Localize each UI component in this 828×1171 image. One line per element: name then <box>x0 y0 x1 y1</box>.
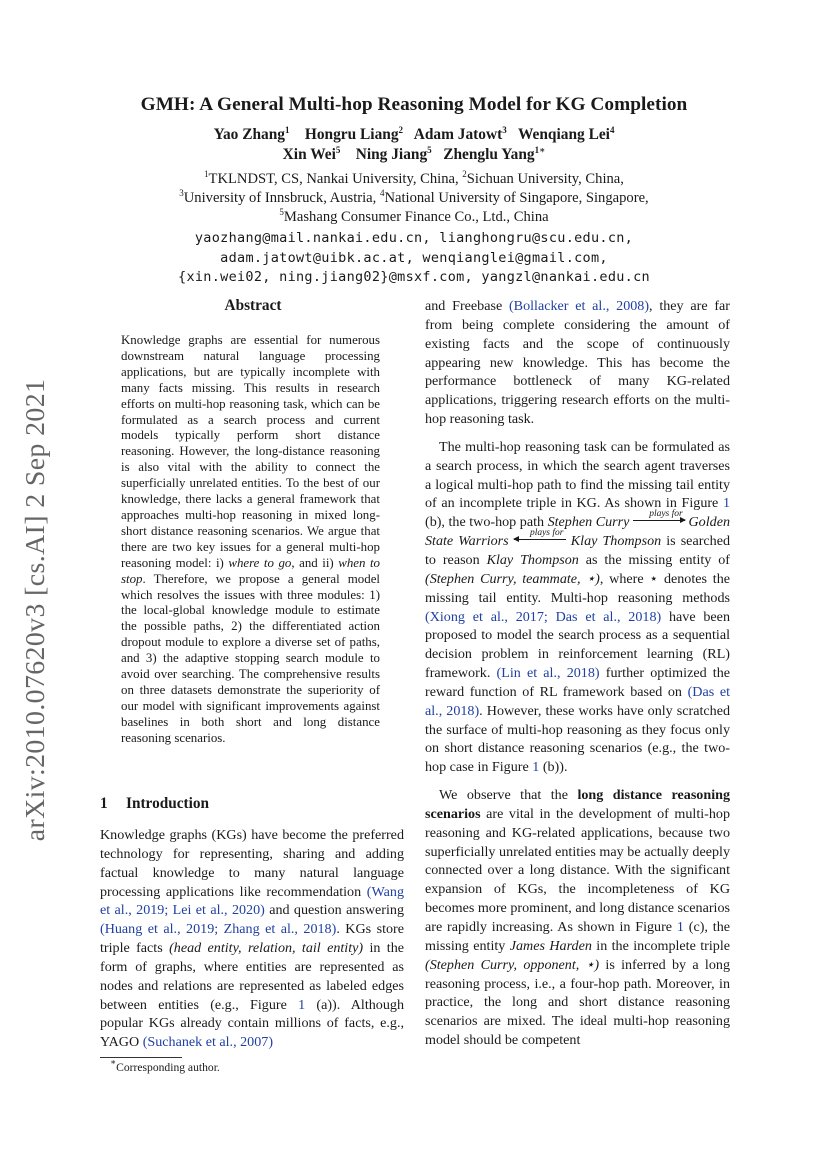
body-text: is inferred by a long reasoning process, i.e., a four-hop path. Moreover, in practice, the long and short distance reasoning scenarios are mixed. The ideal multi-hop reasoning model should be competent <box>425 956 730 1049</box>
body-text: are vital in the development of multi-hop reasoning and KG-related applications, because two superficially unrelated entities may be actually deeply connected over a long distance. With the significant expansion of KGs, the incompleteness of KG becomes more prominent, and long distance scenarios are rapidly increasing. As shown in Figure <box>425 805 730 935</box>
body-text: . However, these works have only scratched the surface of multi-hop reasoning as they focus only on short distance reasoning scenarios (e.g., the two-hop case in Figure <box>425 702 730 776</box>
body-text: and Freebase <box>425 298 509 314</box>
email-line: {xin.wei02, ning.jiang02}@msxf.com, yangzl@nankai.edu.cn <box>178 269 650 285</box>
body-text: as the missing entity of <box>578 551 730 568</box>
author-affil-mark: 5 <box>335 145 341 155</box>
body-emphasis: (head entity, relation, tail entity) <box>169 940 364 957</box>
body-text: Knowledge graphs (KGs) have become the preferred technology for representing, sharing and adding factual knowledge to many natural language processing applications like recommendation <box>100 827 404 900</box>
figure-ref-link[interactable]: 1 <box>676 919 684 935</box>
arxiv-stamp <box>16 380 56 840</box>
affil-text: Sichuan University, China, <box>466 171 624 187</box>
citation-link[interactable]: (Das et al., 2018) <box>425 683 730 719</box>
footnote-mark: ∗ <box>110 1057 117 1067</box>
body-text: , they are far from being complete considering the amount of existing facts and the scope of continuously appearing new knowledge. This has become the performance bottleneck of many KG-related applications, triggering research efforts on the multi-hop reasoning task. <box>425 298 730 428</box>
footnote-text: Corresponding author. <box>116 1061 220 1074</box>
citation-link[interactable]: (Xiong et al., 2017; Das et al., 2018) <box>425 608 662 625</box>
abstract-text: . Therefore, we propose a general model which resolves the issues with three modules: 1) the local-global knowledge module to estimate the possible paths, 2) the differentiated action dropout module to explore a diverse set of paths, and 3) the adaptive stopping search module to avoid over searching. The comprehensive results on three datasets demonstrate the superiority of our model with significant improvements against baselines in both short and long distance reasoning scenarios. <box>121 571 380 745</box>
entity-name: James Harden <box>509 937 592 954</box>
body-text: is searched to reason <box>425 533 730 568</box>
relation-label: plays for <box>649 509 683 520</box>
entity-name: Golden State Warriors <box>425 514 730 550</box>
arxiv-stamp-text: arXiv:2010.07620v3 [cs.AI] 2 Sep 2021 <box>20 378 51 842</box>
section-number: 1 <box>100 795 108 812</box>
citation-link[interactable]: (Lin et al., 2018) <box>496 665 600 682</box>
figure-ref-link[interactable]: 1 <box>298 996 306 1013</box>
author-name: Hongru Liang <box>304 126 399 143</box>
abstract-emphasis: where to go <box>228 555 292 570</box>
affil-mark: 1 <box>204 169 209 179</box>
author-line-1 <box>0 126 828 144</box>
body-bold: long distance reasoning scenarios <box>425 787 730 822</box>
body-text: The multi-hop reasoning task can be formulated as a search process, in which the search agent traverses a logical multi-hop path to find the missing tail entity of an incomplete triple in KG. As shown in Figure <box>425 438 730 512</box>
intro-right-column <box>425 297 730 1050</box>
body-text: further optimized the reward function of RL framework based on <box>425 665 731 700</box>
body-text: have been proposed to model the search process as a sequential decision problem in reinforcement learning (RL) framework. <box>425 608 730 682</box>
author-line-2 <box>0 146 828 164</box>
figure-ref-link[interactable]: 1 <box>722 495 730 512</box>
body-text: in the form of graphs, where entities are represented as nodes and relations are represented as labeled edges between entities (e.g., Figure <box>100 940 404 1013</box>
citation-link[interactable]: (Bollacker et al., 2008) <box>508 298 650 314</box>
paper-title: GMH: A General Multi-hop Reasoning Model for KG Completion <box>140 94 688 115</box>
email-line: adam.jatowt@uibk.ac.at, wenqianglei@gmail.com, <box>220 250 608 266</box>
affiliation-line-1 <box>0 171 828 188</box>
author-affil-mark: 3 <box>502 125 507 135</box>
body-text: , where ⋆ denotes the missing tail entity. Multi-hop reasoning methods <box>425 570 730 606</box>
affiliation-line-2 <box>0 190 828 207</box>
affil-text: University of Innsbruck, Austria, <box>183 190 380 206</box>
footnote <box>110 1057 220 1074</box>
citation-link[interactable]: (Wang et al., 2019; Lei et al., 2020) <box>100 883 404 919</box>
author-name: Adam Jatowt <box>413 126 503 143</box>
author-affil-mark: 5 <box>427 145 432 155</box>
entity-name: Stephen Curry <box>547 514 630 531</box>
section-heading <box>100 795 209 813</box>
arrow-right-icon <box>633 520 685 521</box>
author-name: Ning Jiang <box>355 146 428 163</box>
author-affil-mark: 2 <box>398 125 404 135</box>
abstract-heading: Abstract <box>224 297 282 314</box>
abstract-body <box>121 333 380 747</box>
body-text: in the incomplete triple <box>591 937 730 954</box>
affil-mark: 3 <box>179 188 184 198</box>
body-text: We observe that the <box>439 787 578 804</box>
affil-text: National University of Singapore, Singapore, <box>384 190 649 206</box>
triple-text: (Stephen Curry, teammate, ⋆) <box>425 570 600 587</box>
affil-mark: 4 <box>379 188 385 198</box>
body-text: (b)). <box>539 759 568 776</box>
relation-arrow-left <box>514 528 566 540</box>
author-affil-mark: 1∗ <box>534 145 546 155</box>
author-name: Xin Wei <box>282 146 336 163</box>
citation-link[interactable]: (Suchanek et al., 2007) <box>142 1034 274 1051</box>
figure-ref-link[interactable]: 1 <box>532 759 540 776</box>
author-name: Yao Zhang <box>213 126 285 143</box>
affil-mark: 2 <box>462 169 467 179</box>
affil-mark: 5 <box>279 207 284 217</box>
entity-name: Klay Thompson <box>486 551 579 568</box>
body-text: (b), the two-hop path <box>425 514 548 531</box>
abstract-text: , and ii) <box>291 555 339 570</box>
author-affil-mark: 1 <box>284 125 290 135</box>
abstract-emphasis: when to stop <box>121 555 380 586</box>
body-text: (c), the missing entity <box>425 919 730 954</box>
author-name: Wenqiang Lei <box>518 126 610 143</box>
arrow-left-icon <box>514 539 566 540</box>
body-text: and question answering <box>264 902 404 919</box>
intro-left-column <box>100 826 404 1052</box>
affiliation-line-3 <box>0 209 828 226</box>
relation-label: plays for <box>529 528 564 539</box>
section-title: Introduction <box>126 795 210 812</box>
author-name: Zhenglu Yang <box>443 146 535 163</box>
citation-link[interactable]: (Huang et al., 2019; Zhang et al., 2018) <box>100 921 337 938</box>
triple-text: (Stephen Curry, opponent, ⋆) <box>425 956 600 973</box>
author-affil-mark: 4 <box>609 125 615 135</box>
body-text: (a)). Although popular KGs already contain millions of facts, e.g., YAGO <box>100 996 404 1051</box>
abstract-text: Knowledge graphs are essential for numerous downstream natural language processing applications, but are typically incomplete with many facts missing. This results in research efforts on multi-hop reasoning task, which can be formulated as a search process and current models typically perform short distance reasoning. However, the long-distance reasoning is also vital with the ability to connect the superficially unrelated entities. To the best of our knowledge, there lacks a general framework that approaches multi-hop reasoning in mixed long-short distance reasoning scenarios. We argue that there are two key issues for a general multi-hop reasoning model: i) <box>121 333 380 570</box>
affil-text: Mashang Consumer Finance Co., Ltd., China <box>283 209 549 225</box>
affil-text: TKLNDST, CS, Nankai University, China, <box>208 171 463 187</box>
body-text: . KGs store triple facts <box>100 921 405 957</box>
entity-name: Klay Thompson <box>570 533 662 550</box>
email-line: yaozhang@mail.nankai.edu.cn, lianghongru@scu.edu.cn, <box>194 230 634 246</box>
relation-arrow-right <box>633 509 685 521</box>
